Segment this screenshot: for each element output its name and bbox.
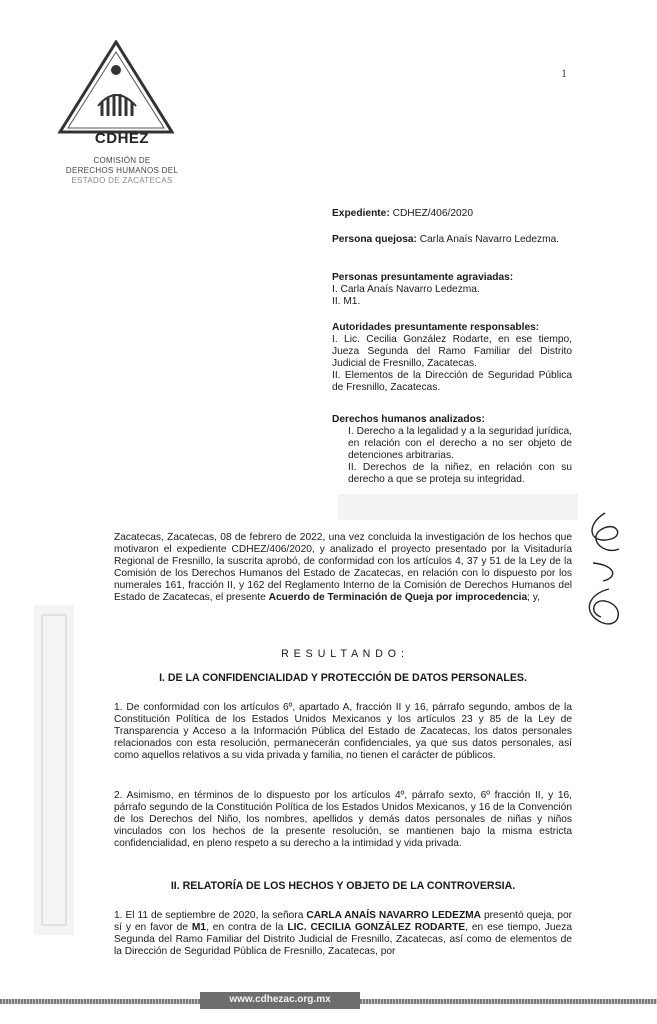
autoridades-label: Autoridades presuntamente responsables: xyxy=(332,322,540,333)
section-2-title: II. RELATORÍA DE LOS HECHOS Y OBJETO DE LA CONTROVERSIA. xyxy=(170,880,516,892)
para3-text-a: 1. El 11 de septiembre de 2020, la señora xyxy=(114,910,307,921)
expediente-label: Expediente: xyxy=(332,208,390,219)
section-1-title: I. DE LA CONFIDENCIALIDAD Y PROTECCIÓN DE DATOS PERSONALES. xyxy=(159,672,527,684)
paragraph-2: 2. Asimismo, en términos de lo dispuesto por los artículos 4º, párrafo sexto, 6º fracción II, y 16, párrafo segundo de la Constitución Política de los Estados Unidos Mexicanos, y 16 de la Convención de los Derechos del Niño, los nombres, apellidos y demás datos personales de niñas y niños vinculados con los hechos de la presente resolución, se mantienen bajo la misma estricta confidencialidad, en pleno respeto a su derecho a la intimidad y vida privada. xyxy=(114,790,572,849)
intro-bold: Acuerdo de Terminación de Queja por improcedencia xyxy=(268,592,528,603)
paragraph-3 xyxy=(114,910,572,958)
agraviadas-label: Personas presuntamente agraviadas: xyxy=(332,272,514,283)
intro-tail: ; y, xyxy=(527,592,540,603)
quejosa-value: Carla Anaís Navarro Ledezma. xyxy=(419,234,560,245)
agraviada-item: I. Carla Anaís Navarro Ledezma. xyxy=(332,284,480,295)
expediente-value: CDHEZ/406/2020 xyxy=(392,208,474,219)
resultando-heading: R E S U L T A N D O : xyxy=(281,648,405,660)
page-number: 1 xyxy=(561,66,567,80)
logo-line-2: DERECHOS HUMANOS DEL xyxy=(65,166,179,175)
para3-text-e: , en ese tiempo, Jueza Segunda del Ramo Familiar del Distrito Judicial de Fresnillo, Zacatecas, así como de elementos de la Dirección de Seguridad Pública de Fresnillo, Zacatecas, por xyxy=(114,922,572,957)
logo-acronym: CDHEZ xyxy=(94,130,150,147)
watermark-banner-icon xyxy=(330,488,590,528)
autoridad-item: II. Elementos de la Dirección de Seguridad Pública de Fresnillo, Zacatecas. xyxy=(332,370,572,393)
agraviada-item: II. M1. xyxy=(332,296,361,307)
derechos-label: Derechos humanos analizados: xyxy=(332,414,485,425)
para3-text-d: , en contra de la xyxy=(206,922,288,933)
quejosa-label: Persona quejosa: xyxy=(332,234,417,245)
footer-url-link[interactable]: www.cdhezac.org.mx xyxy=(229,994,331,1005)
autoridad-item: I. Lic. Cecilia González Rodarte, en ese tiempo, Jueza Segunda del Ramo Familiar del Distrito Judicial de Fresnillo, Zacatecas. xyxy=(332,334,572,369)
agraviadas-block xyxy=(332,272,572,308)
paragraph-1: 1. De conformidad con los artículos 6º, apartado A, fracción II y 16, párrafo segundo, ambos de la Constitución Política de los Estados Unidos Mexicanos y los artículos 23 y 85 de la Ley de Transparencia y Acceso a la Información Pública del Estado de Zacatecas, los datos personales relacionados con esta resolución, permanecerán confidenciales, ya que sus datos personales, así como aquellos relativos a su vida privada y familia, no tienen el carácter de públicos. xyxy=(114,702,572,761)
signature-initials-icon xyxy=(575,505,635,635)
logo-line-1: COMISIÓN DE xyxy=(93,156,151,165)
derechos-block xyxy=(332,414,572,486)
quejosa xyxy=(332,234,572,246)
autoridades-block xyxy=(332,322,572,394)
para3-name-3: LIC. CECILIA GONZÁLEZ RODARTE xyxy=(287,922,466,933)
para3-name-2: M1 xyxy=(191,922,207,933)
expediente xyxy=(332,208,572,220)
logo-line-3: ESTADO DE ZACATECAS xyxy=(71,176,173,185)
para3-name-1: CARLA ANAÍS NAVARRO LEDEZMA xyxy=(306,910,482,921)
watermark-vertical-icon xyxy=(24,605,84,935)
para3-text-c: presentó queja, por sí y en favor de xyxy=(114,910,573,933)
derecho-item: II. Derechos de la niñez, en relación con su derecho a que se proteja su integridad. xyxy=(348,462,572,485)
intro-paragraph xyxy=(114,532,572,604)
intro-text: Zacatecas, Zacatecas, 08 de febrero de 2022, una vez concluida la investigación de los hechos que motivaron el expediente CDHEZ/406/2020, y analizado el proyecto presentado por la Visitaduría Regional de Fresnillo, la suscrita aprobó, de conformidad con los artículos 4, 37 y 51 de la Ley de la Comisión de los Derechos Humanos del Estado de Zacatecas, en relación con lo dispuesto por los numerales 161, fracción II, y 162 del Reglamento Interno de la Comisión de Derechos Humanos del Estado de Zacatecas, el presente xyxy=(114,532,572,603)
derecho-item: I. Derecho a la legalidad y a la seguridad jurídica, en relación con el derecho a no ser objeto de detenciones arbitrarias. xyxy=(348,426,572,461)
